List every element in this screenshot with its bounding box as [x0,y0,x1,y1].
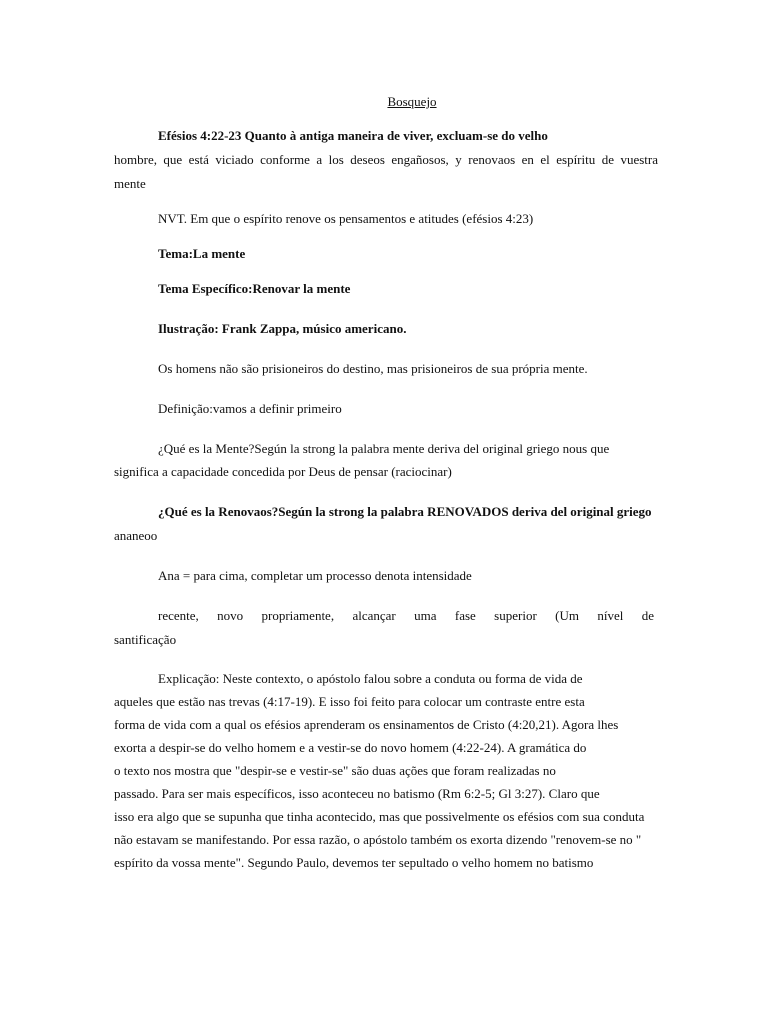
explicacao-line: o texto nos mostra que "despir-se e vestir-se" são duas ações que foram realizadas no [114,763,556,778]
tema-especifico-heading: Tema Específico:Renovar la mente [158,281,351,296]
explicacao-line: forma de vida com a qual os efésios aprenderam os ensinamentos de Cristo (4:20,21). Agora lhes [114,717,619,732]
recente-line-1: recente, novo propriamente, alcançar uma fase superior (Um nível de [158,608,654,623]
quote-paragraph: Os homens não são prisioneiros do destino, mas prisioneiros de sua própria mente. [158,361,588,376]
nvt-verse: NVT. Em que o espírito renove os pensamentos e atitudes (efésios 4:23) [158,211,534,226]
explicacao-line: Explicação: Neste contexto, o apóstolo falou sobre a conduta ou forma de vida de [158,671,583,686]
mente-line-2: significa a capacidade concedida por Deus de pensar (raciocinar) [114,464,452,479]
explicacao-line: não estavam se manifestando. Por essa razão, o apóstolo também os exorta dizendo "renovem-se no " [114,832,642,847]
renovaos-line-1: ¿Qué es la Renovaos?Según la strong la palabra RENOVADOS deriva del original griego [158,504,652,519]
ilustracao-heading: Ilustração: Frank Zappa, músico americano. [158,321,407,336]
explicacao-line: passado. Para ser mais específicos, isso aconteceu no batismo (Rm 6:2-5; Gl 3:27). Claro que [114,786,600,801]
recente-line-2: santificação [114,632,177,647]
explicacao-line: exorta a despir-se do velho homem e a vestir-se do novo homem (4:22-24). A gramática do [114,740,587,755]
explicacao-line: aqueles que estão nas trevas (4:17-19). E isso foi feito para colocar um contraste entre esta [114,694,585,709]
verse-line-2: hombre, que está viciado conforme a los deseos engañosos, y renovaos en el espíritu de vuestra [114,152,658,167]
ana-paragraph: Ana = para cima, completar um processo denota intensidade [158,568,472,583]
verse-line-1: Efésios 4:22-23 Quanto à antiga maneira de viver, excluam-se do velho [158,128,548,143]
mente-line-1: ¿Qué es la Mente?Según la strong la palabra mente deriva del original griego nous que [158,441,610,456]
definicao-paragraph: Definição:vamos a definir primeiro [158,401,342,416]
tema-heading: Tema:La mente [158,246,246,261]
renovaos-line-2: ananeoo [114,528,158,543]
verse-line-3: mente [114,176,146,191]
explicacao-line: espírito da vossa mente". Segundo Paulo, devemos ter sepultado o velho homem no batismo [114,855,594,870]
explicacao-line: isso era algo que se supunha que tinha acontecido, mas que possivelmente os efésios com sua conduta [114,809,645,824]
document-title: Bosquejo [387,94,437,109]
